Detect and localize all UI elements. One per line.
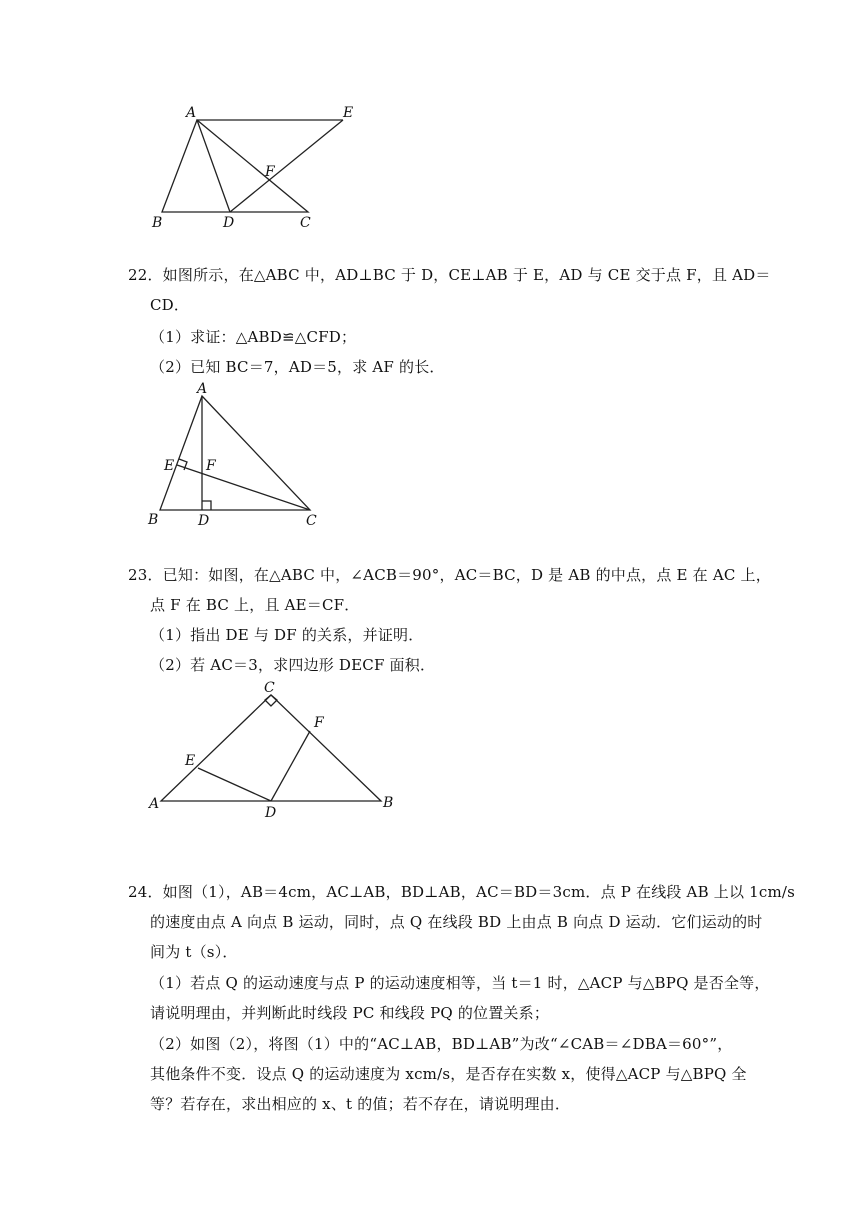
q22-part-2: （2）已知 BC＝7，AD＝5，求 AF 的长．	[150, 358, 445, 376]
q24-line-1: 24．如图（1），AB＝4cm，AC⊥AB，BD⊥AB，AC＝BD＝3cm．点 P 在线段 AB 上以 1cm/s	[128, 883, 796, 901]
q24-line-3: 间为 t（s）．	[150, 943, 238, 961]
q22-line-1: 22．如图所示，在△ABC 中，AD⊥BC 于 D，CE⊥AB 于 E，AD 与 CE 交于点 F，且 AD＝	[128, 266, 771, 284]
q22-label-f: F	[206, 458, 216, 474]
q23-line-1: 23．已知：如图，在△ABC 中，∠ACB＝90°，AC＝BC，D 是 AB 的中点，点 E 在 AC 上，	[128, 566, 771, 584]
q23-segment-de	[198, 768, 271, 801]
q21-label-c: C	[300, 215, 311, 231]
q23-segment-df	[271, 731, 310, 801]
q22-label-c: C	[306, 513, 317, 529]
q23-label-c: C	[264, 680, 275, 696]
q23-part-1: （1）指出 DE 与 DF 的关系，并证明．	[150, 626, 424, 644]
q22-label-d: D	[198, 513, 210, 529]
q24-line-5: 请说明理由，并判断此时线段 PC 和线段 PQ 的位置关系；	[150, 1004, 550, 1022]
q21-label-e: E	[343, 105, 354, 121]
q23-right-angle-c	[265, 695, 277, 706]
figure-q22	[140, 378, 340, 530]
q23-triangle-abc	[161, 695, 381, 801]
q24-line-4: （1）若点 Q 的运动速度与点 P 的运动速度相等，当 t＝1 时，△ACP 与△BPQ 是否全等，	[150, 974, 770, 992]
q23-label-a: A	[149, 796, 160, 812]
q22-label-a: A	[197, 381, 208, 397]
q23-label-f: F	[314, 715, 324, 731]
q22-label-b: B	[148, 512, 159, 528]
q21-label-b: B	[152, 215, 163, 231]
figure-q21	[140, 100, 380, 235]
q21-label-a: A	[186, 105, 197, 121]
q24-line-8: 等？若存在，求出相应的 x、t 的值；若不存在，请说明理由．	[150, 1095, 571, 1113]
q21-segment-de	[230, 120, 343, 212]
q22-part-1: （1）求证：△ABD≌△CFD；	[150, 328, 357, 346]
q22-line-2: CD．	[150, 296, 190, 314]
q23-label-e: E	[185, 753, 196, 769]
q22-label-e: E	[164, 458, 175, 474]
q22-altitude-ce	[177, 465, 310, 510]
q23-line-2: 点 F 在 BC 上，且 AE＝CF．	[150, 596, 360, 614]
q22-right-angle-d	[202, 501, 211, 510]
q24-line-6: （2）如图（2），将图（1）中的“AC⊥AB，BD⊥AB”为改“∠CAB＝∠DBA＝60°”，	[150, 1035, 733, 1053]
q21-label-d: D	[223, 215, 235, 231]
q22-triangle-abc	[160, 396, 310, 510]
q24-line-2: 的速度由点 A 向点 B 运动，同时，点 Q 在线段 BD 上由点 B 向点 D 运动．它们运动的时	[150, 913, 763, 931]
q23-label-d: D	[265, 805, 277, 821]
q21-label-f: F	[265, 164, 275, 180]
q23-part-2: （2）若 AC＝3，求四边形 DECF 面积．	[150, 656, 436, 674]
figure-q23	[140, 675, 400, 825]
q24-line-7: 其他条件不变．设点 Q 的运动速度为 xcm/s，是否存在实数 x，使得△ACP 与△BPQ 全	[150, 1065, 747, 1083]
q23-label-b: B	[383, 795, 394, 811]
